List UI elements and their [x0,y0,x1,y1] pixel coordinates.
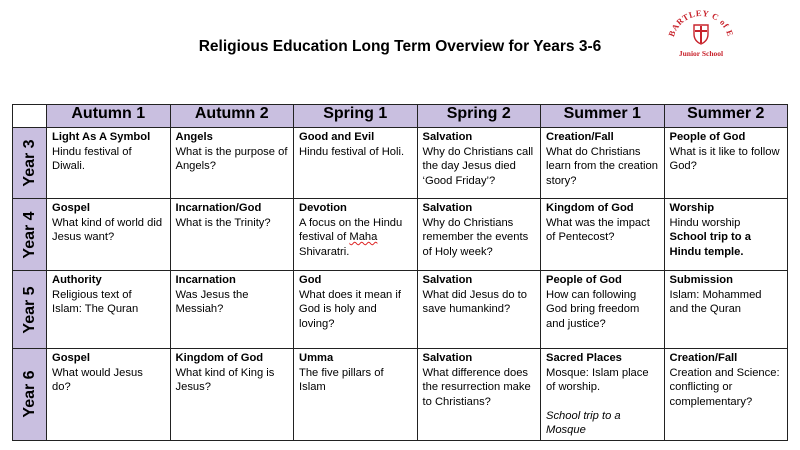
unit-question: What did Jesus do to save humankind? [422,288,527,315]
unit-cell [294,349,418,441]
logo-arc-text: BARTLEY C of E [666,7,736,38]
unit-question: The five pillars of Islam [299,366,384,393]
term-header: Summer 1 [541,105,665,128]
unit-cell [417,199,541,271]
table-row [13,271,788,349]
unit-topic: Incarnation [175,274,236,286]
unit-question: Islam: Mohammed and the Quran [669,288,762,315]
unit-topic: Kingdom of God [546,202,634,214]
unit-question: A focus on the Hindu festival of Maha Shivaratri. [299,216,403,258]
unit-question: What does it mean if God is holy and loving? [299,288,401,330]
unit-topic: Creation/Fall [546,131,614,143]
unit-question: Hindu worship [669,216,741,229]
year-label: Year 6 [13,349,47,441]
unit-cell [664,199,788,271]
school-trip-note: School trip to a Mosque [546,409,621,436]
unit-topic: Submission [669,274,733,286]
table-row [13,128,788,199]
year-label: Year 4 [13,199,47,271]
table-row [13,199,788,271]
unit-topic: Gospel [52,202,90,214]
unit-cell [417,128,541,199]
unit-cell [47,199,171,271]
unit-topic: Incarnation/God [175,202,262,214]
unit-question: What would Jesus do? [52,366,143,393]
unit-cell [417,271,541,349]
term-header: Spring 1 [294,105,418,128]
table-row [13,349,788,441]
unit-question: What is the purpose of Angels? [175,145,288,172]
unit-topic: Salvation [422,352,473,364]
term-header: Autumn 1 [47,105,171,128]
unit-question: Religious text of Islam: The Quran [52,288,139,315]
year-label: Year 3 [13,128,47,199]
unit-topic: Creation/Fall [669,352,738,364]
unit-question: How can following God bring freedom and justice? [546,288,640,330]
unit-topic: Salvation [422,131,473,143]
unit-topic: Light As A Symbol [52,131,151,143]
unit-cell [417,349,541,441]
unit-topic: Devotion [299,202,347,214]
unit-topic: Worship [669,202,715,214]
unit-topic: Gospel [52,352,90,364]
unit-topic: Good and Evil [299,131,375,143]
unit-question: What kind of King is Jesus? [175,366,275,393]
unit-question: Creation and Science: conflicting or complementary? [669,366,780,408]
unit-topic: Salvation [422,274,473,286]
header-row [13,105,788,128]
unit-topic: God [299,274,322,286]
unit-topic: People of God [546,274,622,286]
unit-cell [541,271,665,349]
unit-cell [664,349,788,441]
unit-cell [294,128,418,199]
unit-question: What is it like to follow God? [669,145,780,172]
overview-table [12,104,788,441]
school-trip-note: School trip to a Hindu temple. [669,231,751,258]
unit-question: Why do Christians remember the events of Holy week? [422,216,529,258]
unit-question: What is the Trinity? [175,216,271,229]
unit-topic: Kingdom of God [175,352,264,364]
unit-cell [294,271,418,349]
unit-topic: Umma [299,352,334,364]
unit-cell [170,199,294,271]
unit-question: Hindu festival of Holi. [299,145,405,158]
unit-cell [664,128,788,199]
unit-question: Why do Christians call the day Jesus died ‘Good Friday’? [422,145,534,187]
unit-question: Was Jesus the Messiah? [175,288,249,315]
unit-question: Mosque: Islam place of worship. [546,366,649,393]
unit-cell [541,199,665,271]
term-header: Spring 2 [417,105,541,128]
unit-topic: People of God [669,131,746,143]
unit-question: Hindu festival of Diwali. [52,145,132,172]
unit-topic: Angels [175,131,213,143]
unit-cell [541,128,665,199]
term-header: Autumn 2 [170,105,294,128]
unit-topic: Sacred Places [546,352,622,364]
unit-cell [170,271,294,349]
unit-question: What difference does the resurrection make to Christians? [422,366,531,408]
unit-cell [664,271,788,349]
logo-bottom-text: Junior School [678,49,724,58]
unit-cell [170,128,294,199]
year-label: Year 5 [13,271,47,349]
spellcheck-word: Maha [349,231,378,243]
unit-question: What do Christians learn from the creation story? [546,145,658,187]
unit-cell [47,271,171,349]
page-title: Religious Education Long Term Overview for Years 3-6 [198,38,602,55]
unit-topic: Salvation [422,202,473,214]
unit-cell [294,199,418,271]
unit-cell [47,349,171,441]
unit-cell [541,349,665,441]
term-header: Summer 2 [664,105,788,128]
unit-cell [47,128,171,199]
unit-topic: Authority [52,274,102,286]
unit-cell [170,349,294,441]
unit-question: What kind of world did Jesus want? [52,216,163,243]
unit-question: What was the impact of Pentecost? [546,216,650,243]
corner-cell [13,105,47,128]
